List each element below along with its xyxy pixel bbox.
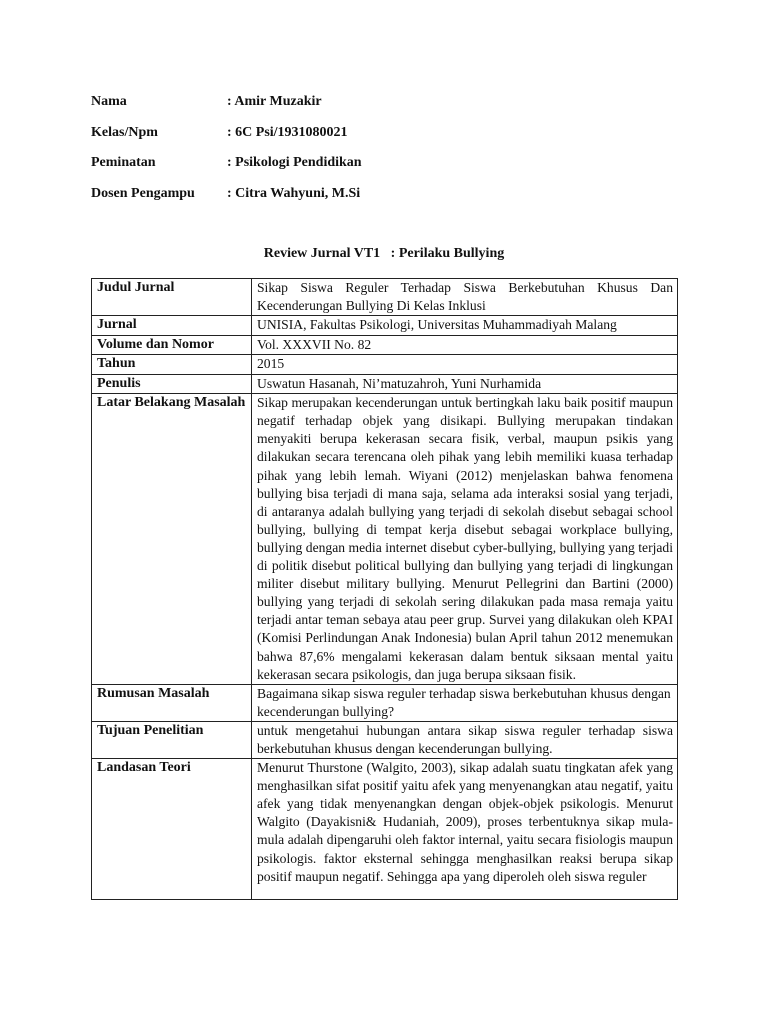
- row-key: Landasan Teori: [92, 759, 252, 900]
- row-key: Tahun: [92, 355, 252, 375]
- row-key: Tujuan Penelitian: [92, 721, 252, 758]
- row-key: Jurnal: [92, 316, 252, 336]
- row-value: Vol. XXXVII No. 82: [252, 335, 678, 355]
- row-key: Latar Belakang Masalah: [92, 394, 252, 685]
- info-row-kelas: [91, 123, 491, 154]
- review-table: [91, 278, 678, 900]
- row-value: Bagaimana sikap siswa reguler terhadap siswa berkebutuhan khusus dengan kecenderungan bullying?: [252, 684, 678, 721]
- table-row: [92, 316, 678, 336]
- row-value-cell: [252, 759, 678, 900]
- row-value: UNISIA, Fakultas Psikologi, Universitas Muhammadiyah Malang: [252, 316, 678, 336]
- row-value: untuk mengetahui hubungan antara sikap siswa reguler terhadap siswa berkebutuhan khusus dengan kecenderungan bullying.: [252, 721, 678, 758]
- table-row: [92, 759, 678, 900]
- row-key: Volume dan Nomor: [92, 335, 252, 355]
- row-value: Menurut Thurstone (Walgito, 2003), sikap adalah suatu tingkatan afek yang menghasilkan sifat positif yaitu afek yang menyenangkan atau negatif, yaitu afek yang tidak menyenangkan dengan objek-objek psikologis. Menurut Walgito (Dayakisni& Hudaniah, 2009), proses terbentuknya sikap mula-mula adalah dipengaruhi oleh faktor internal, yaitu secara fisiologis maupun psikologis. faktor eksternal sehingga menghasilkan reaksi berupa sikap positif maupun negatif. Sehingga apa yang diperoleh oleh siswa reguler: [257, 760, 673, 884]
- row-key: Rumusan Masalah: [92, 684, 252, 721]
- info-value: : 6C Psi/1931080021: [227, 124, 348, 140]
- table-row: [92, 355, 678, 375]
- info-label: Dosen Pengampu: [91, 185, 195, 201]
- info-label: Kelas/Npm: [91, 124, 158, 140]
- info-value: : Psikologi Pendidikan: [227, 155, 362, 170]
- table-row: [92, 335, 678, 355]
- info-label: Peminatan: [91, 155, 156, 170]
- row-key: Penulis: [92, 374, 252, 394]
- row-value: 2015: [252, 355, 678, 375]
- info-row-peminatan: [91, 153, 491, 184]
- student-info: [91, 92, 491, 214]
- info-value: : Amir Muzakir: [227, 94, 322, 109]
- info-value: : Citra Wahyuni, M.Si: [227, 185, 361, 201]
- row-value: Sikap merupakan kecenderungan untuk bertingkah laku baik positif maupun negatif terhadap objek yang disikapi. Bullying merupakan tindakan menyakiti berupa kekerasan secara fisik, verbal, maupun psikis yang dilakukan secara terencana oleh pihak yang lebih memiliki kuasa terhadap pihak yang lebih lemah. Wiyani (2012) menjelaskan bahwa fenomena bullying bisa terjadi di mana saja, selama ada interaksi sosial yang terjadi, di antaranya adalah bullying yang terjadi di sekolah disebut sebagai school bullying, bullying di tempat kerja disebut sebagai workplace bullying, bullying dengan media internet disebut cyber-bullying, bullying yang terjadi di politik disebut political bullying dan bullying yang terjadi di lingkungan militer disebut military bullying. Menurut Pellegrini dan Bartini (2000) bullying yang terjadi di sekolah sering dilakukan pada masa remaja yaitu terjadi antar teman sebaya atau peer grup. Survei yang dilakukan oleh KPAI (Komisi Perlindungan Anak Indonesia) bulan April tahun 2012 menemukan bahwa 87,6% mengalami kekerasan dalam bentuk siksaan mental yaitu kekerasan secara psikologis, dan juga berupa siksaan fisik.: [252, 394, 678, 685]
- table-row: [92, 394, 678, 685]
- info-label: Nama: [91, 94, 127, 109]
- document-title: Review Jurnal VT1 : Perilaku Bullying: [263, 246, 505, 261]
- table-row: [92, 721, 678, 758]
- row-key: Judul Jurnal: [92, 279, 252, 316]
- table-row: [92, 374, 678, 394]
- table-row: [92, 279, 678, 316]
- row-value: Sikap Siswa Reguler Terhadap Siswa Berkebutuhan Khusus Dan Kecenderungan Bullying Di Kelas Inklusi: [252, 279, 678, 316]
- table-row: [92, 684, 678, 721]
- info-row-dosen: [91, 184, 491, 215]
- row-value: Uswatun Hasanah, Ni’matuzahroh, Yuni Nurhamida: [252, 374, 678, 394]
- info-row-nama: [91, 92, 491, 123]
